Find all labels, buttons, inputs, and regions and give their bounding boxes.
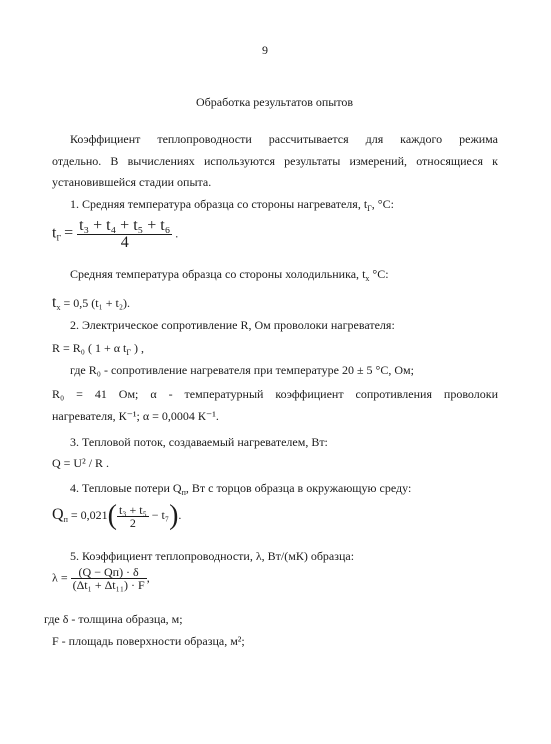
item-2-text: 2. Электрическое сопротивление R, Ом проволоки нагревателя: [70,318,395,332]
where-line: где R₀ - сопротивление нагревателя при температуре 20 ± 5 °С, Ом; [70,363,414,377]
item-1-text: 1. Средняя температура образца со стороны нагревателя, $t_Г$, °С: [70,197,394,213]
note-line: F - площадь поверхности образца, м²; [52,634,245,648]
formula-thermal-conductivity: λ = $\frac{(Q - Qп) \cdot \delta}{\text{(Δt₁ + Δt₁₁) · F}}$ , [52,565,150,592]
item-3-text: 3. Тепловой поток, создаваемый нагревателем, Вт: [70,435,328,449]
paragraph-line: отдельно. В вычислениях используются результаты измерений, относящиеся к [52,154,498,168]
note-line: где δ - толщина образца, м; [44,612,183,626]
paragraph-line: установившейся стадии опыта. [52,175,212,189]
item-4-text: 4. Тепловые потери $Q_п$, Вт с торцов образца в окружающую среду: [70,481,412,497]
where-line: нагревателя, К⁻¹; α = 0,0004 К⁻¹. [52,409,219,423]
item-1b-text: Средняя температура образца со стороны холодильника, $t_х$ °С: [70,267,389,283]
page-number: 9 [262,43,268,57]
formula-heater-temperature: $t_Г$ = $\frac{\text{t₃ + t₄ + t₅ + t₆}}{4}$ . [52,217,179,251]
item-5-text: 5. Коэффициент теплопроводности, λ, Вт/(мК) образца: [70,549,355,563]
paragraph-line: Коэффициент теплопроводности рассчитывается для каждого режима [70,132,498,146]
formula-cooler-temperature: $t_х = 0,5$ (t₁ + t₂). [52,294,131,312]
section-title: Обработка результатов опытов [196,95,354,109]
where-line: R₀ = 41 Ом; α - температурный коэффициент сопротивления проволоки [52,387,498,401]
formula-heat-loss: $Q_п = 0,021$( $\frac{\text{t₃ + t₅}}{2}$ − t₇). [52,500,182,531]
formula-heat-flow: Q = U² / R . [52,456,110,470]
formula-resistance: R = R₀ ( 1 + α $t_Г$ ) , [52,341,144,357]
